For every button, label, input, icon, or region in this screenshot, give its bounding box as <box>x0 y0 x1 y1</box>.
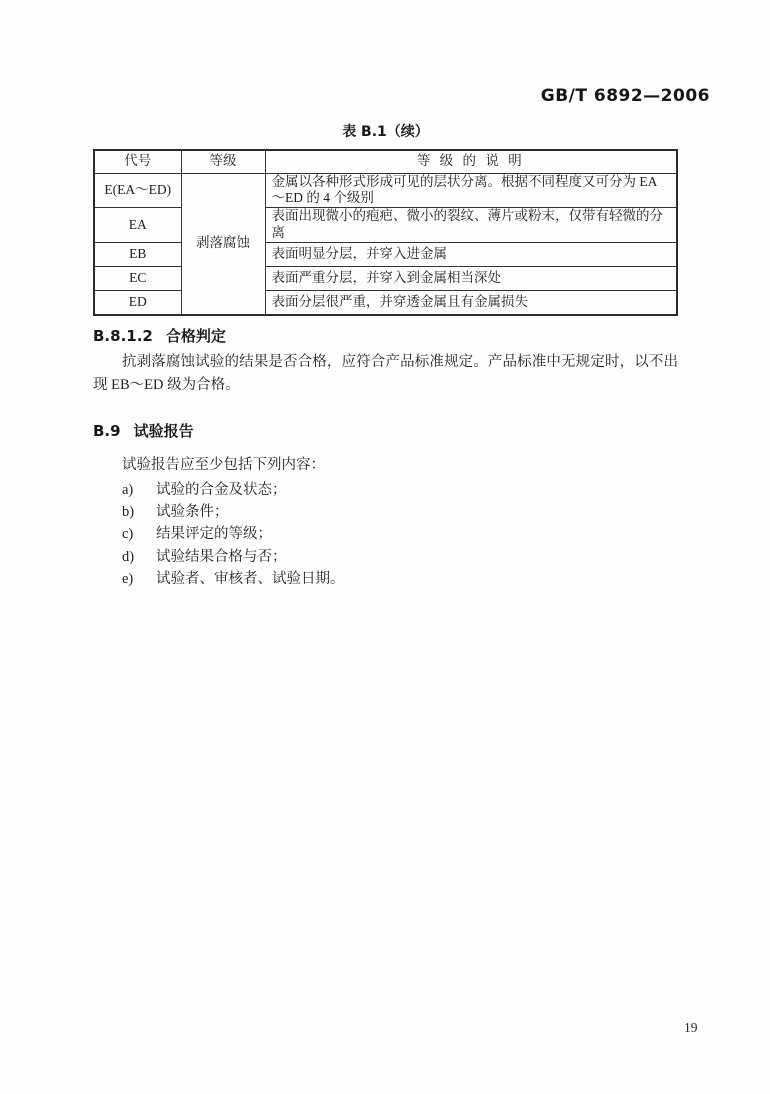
section-number: B.8.1.2 <box>93 326 153 345</box>
section-number: B.9 <box>93 421 121 440</box>
col-header-grade: 等级 <box>181 150 265 173</box>
list-item <box>93 568 678 590</box>
code-cell: EA <box>94 208 181 243</box>
code-cell: ED <box>94 291 181 315</box>
list-item <box>93 501 678 523</box>
grade-group-cell: 剥落腐蚀 <box>181 173 265 315</box>
table-row <box>94 173 677 208</box>
description-cell: 金属以各种形式形成可见的层状分离。根据不同程度又可分为 EA～ED 的 4 个级别 <box>265 173 677 208</box>
list-item-text: 试验的合金及状态； <box>156 481 287 498</box>
grade-table <box>93 149 678 316</box>
table-header-row <box>94 150 677 173</box>
report-items-list <box>93 479 678 591</box>
section-title: 合格判定 <box>165 326 226 345</box>
list-item-label: d) <box>122 548 135 565</box>
col-header-code: 代号 <box>94 150 181 173</box>
list-item <box>93 523 678 545</box>
standard-number: GB/T 6892—2006 <box>540 86 710 106</box>
list-item-label: a) <box>122 481 134 498</box>
code-cell: E(EA～ED) <box>94 173 181 208</box>
page-number: 19 <box>684 1020 698 1035</box>
code-cell: EB <box>94 243 181 267</box>
list-item-text: 试验结果合格与否； <box>156 548 287 565</box>
list-item-text: 试验条件； <box>156 503 229 520</box>
paragraph-b812: 抗剥落腐蚀试验的结果是否合格，应符合产品标准规定。产品标准中无规定时，以不出现 EB～ED 级为合格。 <box>93 353 678 393</box>
description-cell: 表面出现微小的疱疤、微小的裂纹、薄片或粉末，仅带有轻微的分离 <box>265 208 677 243</box>
list-item-label: e) <box>122 571 134 588</box>
table-title: 表 B.1（续） <box>342 124 429 140</box>
list-item-text: 试验者、审核者、试验日期。 <box>156 571 345 588</box>
list-item <box>93 546 678 568</box>
section-heading-b812 <box>93 325 678 346</box>
description-cell: 表面严重分层，并穿入到金属相当深处 <box>265 267 677 291</box>
list-item-text: 结果评定的等级； <box>156 526 272 543</box>
page-content <box>93 121 678 591</box>
list-item-label: b) <box>122 503 135 520</box>
description-cell: 表面明显分层，并穿入进金属 <box>265 243 677 267</box>
list-item <box>93 479 678 501</box>
col-header-description: 等 级 的 说 明 <box>265 150 677 173</box>
code-cell: EC <box>94 267 181 291</box>
description-cell: 表面分层很严重，并穿透金属且有金属损失 <box>265 291 677 315</box>
list-item-label: c) <box>122 526 134 543</box>
section-heading-b9 <box>93 420 678 441</box>
report-intro: 试验报告应至少包括下列内容： <box>122 456 325 473</box>
section-title: 试验报告 <box>133 421 194 440</box>
